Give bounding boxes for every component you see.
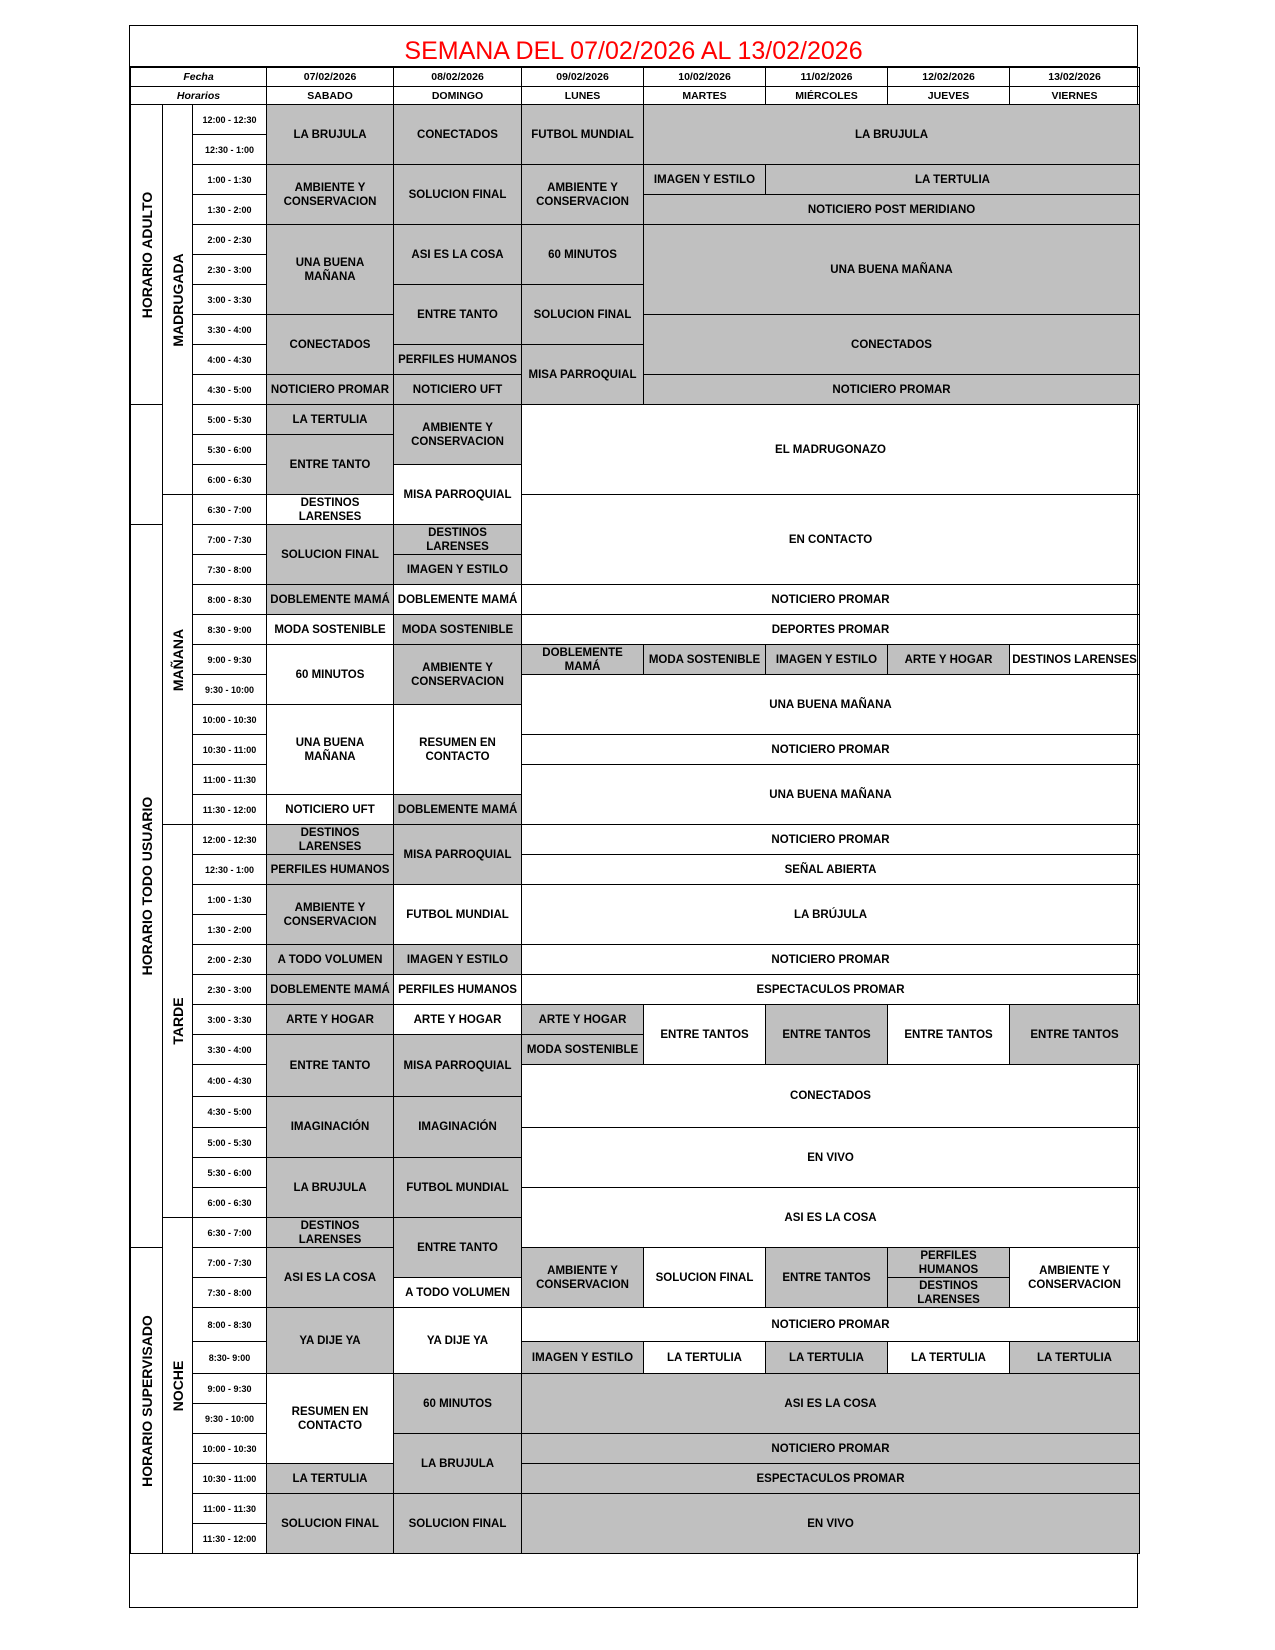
day-name: SABADO (267, 87, 394, 105)
program-cell: DESTINOS LARENSES (394, 525, 522, 555)
program-cell: DEPORTES PROMAR (522, 615, 1140, 645)
time-slot: 10:00 - 10:30 (193, 705, 267, 735)
program-cell: NOTICIERO UFT (394, 375, 522, 405)
time-slot: 2:00 - 2:30 (193, 225, 267, 255)
program-cell: ENTRE TANTOS (1010, 1005, 1140, 1065)
program-cell: LA TERTULIA (644, 1342, 766, 1374)
program-cell: LA TERTULIA (766, 1342, 888, 1374)
time-slot: 1:00 - 1:30 (193, 165, 267, 195)
time-slot: 10:00 - 10:30 (193, 1434, 267, 1464)
period-band (163, 105, 193, 495)
horarios-label: Horarios (131, 87, 267, 105)
category-band (131, 525, 163, 1248)
program-cell: DOBLEMENTE MAMÁ (267, 975, 394, 1005)
program-cell: SOLUCION FINAL (267, 525, 394, 585)
program-cell: PERFILES HUMANOS (394, 345, 522, 375)
day-name: MARTES (644, 87, 766, 105)
program-cell: DESTINOS LARENSES (267, 1218, 394, 1248)
program-cell: MODA SOSTENIBLE (267, 615, 394, 645)
program-cell: IMAGEN Y ESTILO (766, 645, 888, 675)
program-cell: CONECTADOS (394, 105, 522, 165)
period-label: NOCHE (169, 1360, 186, 1411)
time-slot: 9:00 - 9:30 (193, 1374, 267, 1404)
program-cell: IMAGINACIÓN (267, 1097, 394, 1158)
program-cell: SOLUCION FINAL (394, 165, 522, 225)
program-cell: DESTINOS LARENSES (267, 825, 394, 855)
program-cell: 60 MINUTOS (267, 645, 394, 705)
time-slot: 7:30 - 8:00 (193, 1278, 267, 1308)
program-cell: NOTICIERO PROMAR (267, 375, 394, 405)
program-cell: ASI ES LA COSA (522, 1374, 1140, 1434)
time-slot: 6:00 - 6:30 (193, 1188, 267, 1218)
time-slot: 2:00 - 2:30 (193, 945, 267, 975)
time-slot: 3:00 - 3:30 (193, 1005, 267, 1035)
program-cell: ESPECTACULOS PROMAR (522, 1464, 1140, 1494)
program-cell: EN VIVO (522, 1494, 1140, 1554)
program-cell: ARTE Y HOGAR (267, 1005, 394, 1035)
time-slot: 7:00 - 7:30 (193, 1248, 267, 1278)
program-cell: ENTRE TANTO (267, 1035, 394, 1097)
program-cell: DOBLEMENTE MAMÁ (267, 585, 394, 615)
time-slot: 11:30 - 12:00 (193, 1524, 267, 1554)
program-cell: MISA PARROQUIAL (394, 825, 522, 885)
program-cell: MISA PARROQUIAL (522, 345, 644, 405)
time-slot: 1:00 - 1:30 (193, 885, 267, 915)
program-cell: DESTINOS LARENSES (267, 495, 394, 525)
program-cell: PERFILES HUMANOS (394, 975, 522, 1005)
period-band (163, 1218, 193, 1554)
program-cell: NOTICIERO UFT (267, 795, 394, 825)
category-label: HORARIO ADULTO (138, 191, 155, 318)
time-slot: 10:30 - 11:00 (193, 735, 267, 765)
program-cell: IMAGINACIÓN (394, 1097, 522, 1158)
day-name: LUNES (522, 87, 644, 105)
period-label: MADRUGADA (169, 252, 186, 347)
program-cell: ENTRE TANTOS (644, 1005, 766, 1065)
time-slot: 5:30 - 6:00 (193, 435, 267, 465)
program-cell: EL MADRUGONAZO (522, 405, 1140, 495)
program-cell: SOLUCION FINAL (644, 1248, 766, 1308)
category-band (131, 105, 163, 405)
program-cell: FUTBOL MUNDIAL (522, 105, 644, 165)
time-slot: 5:30 - 6:00 (193, 1158, 267, 1188)
program-cell: LA TERTULIA (766, 165, 1140, 195)
day-name: MIÉRCOLES (766, 87, 888, 105)
program-cell: ENTRE TANTO (394, 1218, 522, 1278)
program-cell: DESTINOS LARENSES (888, 1278, 1010, 1308)
time-slot: 5:00 - 5:30 (193, 1128, 267, 1158)
time-slot: 9:30 - 10:00 (193, 1404, 267, 1434)
time-slot: 12:00 - 12:30 (193, 105, 267, 135)
program-cell: IMAGEN Y ESTILO (394, 555, 522, 585)
time-slot: 9:00 - 9:30 (193, 645, 267, 675)
time-slot: 12:30 - 1:00 (193, 135, 267, 165)
program-cell: ARTE Y HOGAR (522, 1005, 644, 1035)
time-slot: 8:00 - 8:30 (193, 585, 267, 615)
program-cell: FUTBOL MUNDIAL (394, 1158, 522, 1218)
program-cell: NOTICIERO PROMAR (522, 945, 1140, 975)
program-cell: RESUMEN EN CONTACTO (394, 705, 522, 795)
program-cell: LA BRUJULA (394, 1434, 522, 1494)
category-label: HORARIO TODO USUARIO (138, 796, 155, 976)
program-cell: NOTICIERO PROMAR (522, 735, 1140, 765)
program-cell: AMBIENTE Y CONSERVACION (394, 405, 522, 465)
program-cell: DOBLEMENTE MAMÁ (394, 585, 522, 615)
program-cell: 60 MINUTOS (394, 1374, 522, 1434)
category-band (131, 1248, 163, 1554)
time-slot: 4:00 - 4:30 (193, 345, 267, 375)
program-cell: AMBIENTE Y CONSERVACION (1010, 1248, 1140, 1308)
program-cell: EN CONTACTO (522, 495, 1140, 585)
schedule-sheet (129, 25, 1138, 1608)
program-cell: AMBIENTE Y CONSERVACION (267, 165, 394, 225)
program-cell: A TODO VOLUMEN (394, 1278, 522, 1308)
program-cell: NOTICIERO PROMAR (522, 1308, 1140, 1342)
program-cell: RESUMEN EN CONTACTO (267, 1374, 394, 1464)
program-cell: AMBIENTE Y CONSERVACION (394, 645, 522, 705)
program-cell: UNA BUENA MAÑANA (522, 675, 1140, 735)
time-slot: 2:30 - 3:00 (193, 255, 267, 285)
program-cell: CONECTADOS (522, 1065, 1140, 1128)
time-slot: 6:30 - 7:00 (193, 495, 267, 525)
program-cell: UNA BUENA MAÑANA (522, 765, 1140, 825)
program-cell: EN VIVO (522, 1128, 1140, 1188)
time-slot: 10:30 - 11:00 (193, 1464, 267, 1494)
program-cell: LA BRÚJULA (522, 885, 1140, 945)
program-cell: NOTICIERO PROMAR (522, 1434, 1140, 1464)
category-label: HORARIO SUPERVISADO (138, 1314, 155, 1487)
time-slot: 8:30- 9:00 (193, 1342, 267, 1374)
program-cell: AMBIENTE Y CONSERVACION (522, 1248, 644, 1308)
program-cell: AMBIENTE Y CONSERVACION (522, 165, 644, 225)
time-slot: 5:00 - 5:30 (193, 405, 267, 435)
program-cell: NOTICIERO PROMAR (522, 585, 1140, 615)
program-cell: 60 MINUTOS (522, 225, 644, 285)
program-cell: UNA BUENA MAÑANA (644, 225, 1140, 315)
day-date: 08/02/2026 (394, 68, 522, 87)
program-cell: LA BRUJULA (644, 105, 1140, 165)
program-cell: YA DIJE YA (394, 1308, 522, 1374)
program-cell: MODA SOSTENIBLE (522, 1035, 644, 1065)
day-date: 10/02/2026 (644, 68, 766, 87)
time-slot: 6:00 - 6:30 (193, 465, 267, 495)
program-cell: ESPECTACULOS PROMAR (522, 975, 1140, 1005)
program-cell: IMAGEN Y ESTILO (522, 1342, 644, 1374)
program-cell: LA TERTULIA (267, 1464, 394, 1494)
day-date: 13/02/2026 (1010, 68, 1140, 87)
time-slot: 12:30 - 1:00 (193, 855, 267, 885)
program-cell: UNA BUENA MAÑANA (267, 225, 394, 315)
program-cell: MODA SOSTENIBLE (394, 615, 522, 645)
day-date: 12/02/2026 (888, 68, 1010, 87)
program-cell: A TODO VOLUMEN (267, 945, 394, 975)
program-cell: LA TERTULIA (888, 1342, 1010, 1374)
period-label: MAÑANA (169, 628, 186, 691)
day-name: DOMINGO (394, 87, 522, 105)
program-cell: ENTRE TANTOS (888, 1005, 1010, 1065)
time-slot: 4:00 - 4:30 (193, 1065, 267, 1097)
time-slot: 9:30 - 10:00 (193, 675, 267, 705)
program-cell: ARTE Y HOGAR (394, 1005, 522, 1035)
program-cell: LA TERTULIA (267, 405, 394, 435)
day-name: VIERNES (1010, 87, 1140, 105)
time-slot: 7:00 - 7:30 (193, 525, 267, 555)
time-slot: 1:30 - 2:00 (193, 195, 267, 225)
day-date: 07/02/2026 (267, 68, 394, 87)
category-band (131, 405, 163, 525)
time-slot: 3:30 - 4:00 (193, 315, 267, 345)
period-band (163, 825, 193, 1218)
program-cell: CONECTADOS (644, 315, 1140, 375)
time-slot: 8:30 - 9:00 (193, 615, 267, 645)
program-cell: MISA PARROQUIAL (394, 465, 522, 525)
time-slot: 2:30 - 3:00 (193, 975, 267, 1005)
program-cell: DESTINOS LARENSES (1010, 645, 1140, 675)
program-cell: FUTBOL MUNDIAL (394, 885, 522, 945)
day-date: 09/02/2026 (522, 68, 644, 87)
program-cell: DOBLEMENTE MAMÁ (522, 645, 644, 675)
program-cell: SEÑAL ABIERTA (522, 855, 1140, 885)
program-cell: ENTRE TANTO (394, 285, 522, 345)
page-title: SEMANA DEL 07/02/2026 AL 13/02/2026 (130, 26, 1137, 67)
time-slot: 11:00 - 11:30 (193, 765, 267, 795)
program-cell: ENTRE TANTO (267, 435, 394, 495)
program-cell: DOBLEMENTE MAMÁ (394, 795, 522, 825)
program-cell: UNA BUENA MAÑANA (267, 705, 394, 795)
program-cell: ENTRE TANTOS (766, 1248, 888, 1308)
program-cell: AMBIENTE Y CONSERVACION (267, 885, 394, 945)
program-cell: CONECTADOS (267, 315, 394, 375)
program-cell: PERFILES HUMANOS (888, 1248, 1010, 1278)
program-cell: NOTICIERO PROMAR (522, 825, 1140, 855)
time-slot: 6:30 - 7:00 (193, 1218, 267, 1248)
time-slot: 4:30 - 5:00 (193, 1097, 267, 1128)
program-cell: LA BRUJULA (267, 1158, 394, 1218)
program-cell: YA DIJE YA (267, 1308, 394, 1374)
time-slot: 1:30 - 2:00 (193, 915, 267, 945)
program-cell: ENTRE TANTOS (766, 1005, 888, 1065)
program-cell: SOLUCION FINAL (394, 1494, 522, 1554)
program-cell: MISA PARROQUIAL (394, 1035, 522, 1097)
fecha-label: Fecha (131, 68, 267, 87)
program-cell: ASI ES LA COSA (522, 1188, 1140, 1248)
time-slot: 11:30 - 12:00 (193, 795, 267, 825)
day-date: 11/02/2026 (766, 68, 888, 87)
program-cell: SOLUCION FINAL (267, 1494, 394, 1554)
time-slot: 8:00 - 8:30 (193, 1308, 267, 1342)
program-cell: IMAGEN Y ESTILO (644, 165, 766, 195)
program-cell: IMAGEN Y ESTILO (394, 945, 522, 975)
program-cell: NOTICIERO PROMAR (644, 375, 1140, 405)
time-slot: 3:30 - 4:00 (193, 1035, 267, 1065)
time-slot: 12:00 - 12:30 (193, 825, 267, 855)
program-cell: ASI ES LA COSA (267, 1248, 394, 1308)
period-label: TARDE (169, 997, 186, 1045)
time-slot: 11:00 - 11:30 (193, 1494, 267, 1524)
program-cell: ARTE Y HOGAR (888, 645, 1010, 675)
program-cell: MODA SOSTENIBLE (644, 645, 766, 675)
time-slot: 3:00 - 3:30 (193, 285, 267, 315)
time-slot: 4:30 - 5:00 (193, 375, 267, 405)
period-band (163, 495, 193, 825)
program-cell: SOLUCION FINAL (522, 285, 644, 345)
program-cell: ASI ES LA COSA (394, 225, 522, 285)
time-slot: 7:30 - 8:00 (193, 555, 267, 585)
day-name: JUEVES (888, 87, 1010, 105)
schedule-table (130, 67, 1140, 1554)
program-cell: PERFILES HUMANOS (267, 855, 394, 885)
program-cell: NOTICIERO POST MERIDIANO (644, 195, 1140, 225)
program-cell: LA BRUJULA (267, 105, 394, 165)
program-cell: LA TERTULIA (1010, 1342, 1140, 1374)
